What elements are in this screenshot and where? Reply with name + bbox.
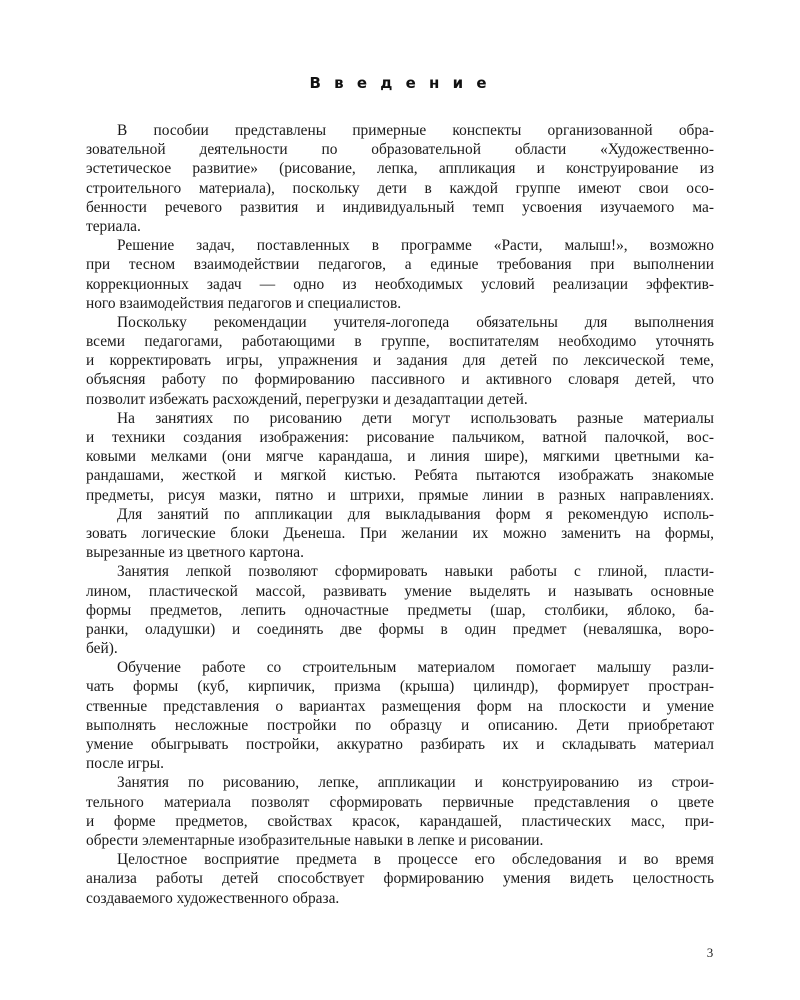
text-line: Занятия лепкой позволяют сформировать навыки работы с глиной, пласти- bbox=[117, 563, 714, 581]
text-line: обрести элементарные изобразительные навыки в лепке и рисовании. bbox=[86, 831, 544, 849]
text-line: формы предметов, лепить одночастные предметы (шар, столбики, яблоко, ба- bbox=[86, 601, 714, 619]
page-title: В в е д е н и е bbox=[309, 74, 491, 92]
page-number: 3 bbox=[706, 945, 714, 960]
text-line: и корректировать игры, упражнения и задания для детей по лексической теме, bbox=[86, 352, 714, 370]
text-line: вырезанные из цветного картона. bbox=[86, 544, 304, 562]
text-line: В пособии представлены примерные конспекты организованной обра- bbox=[117, 122, 714, 139]
text-line: Решение задач, поставленных в программе «Расти, малыш!», возможно bbox=[117, 237, 714, 255]
text-line: всеми педагогами, работающими в группе, воспитателям необходимо уточнять bbox=[86, 333, 714, 351]
text-line: анализа работы детей способствует формированию умения видеть целостность bbox=[86, 870, 714, 888]
text-line: бенности речевого развития и индивидуальный темп усвоения изучаемого ма- bbox=[86, 198, 714, 216]
text-line: чать формы (куб, кирпичик, призма (крыша) цилиндр), формирует простран- bbox=[86, 678, 714, 696]
text-line: строительного материала), поскольку дети в каждой группе имеют свои осо- bbox=[86, 179, 714, 197]
text-line: при тесном взаимодействии педагогов, а единые требования при выполнении bbox=[86, 256, 714, 274]
text-line: коррекционных задач — одно из необходимых условий реализации эффектив- bbox=[86, 275, 714, 293]
text-line: Целостное восприятие предмета в процессе его обследования и во время bbox=[117, 851, 714, 869]
body-text bbox=[86, 121, 714, 908]
text-line: позволит избежать расхождений, перегрузки и дезадаптации детей. bbox=[86, 390, 528, 408]
text-line: лином, пластической массой, развивать умение выделять и называть основные bbox=[86, 582, 714, 600]
text-line: На занятиях по рисованию дети могут использовать разные материалы bbox=[117, 409, 714, 427]
text-line: после игры. bbox=[86, 755, 164, 773]
text-line: Поскольку рекомендации учителя-логопеда обязательны для выполнения bbox=[117, 313, 714, 331]
text-line: териала. bbox=[86, 217, 141, 235]
text-line: зовательной деятельности по образовательной области «Художественно- bbox=[86, 141, 714, 159]
text-line: Для занятий по аппликации для выкладывания форм я рекомендую исполь- bbox=[117, 505, 714, 523]
text-line: объясняя работу по формированию пассивного и активного словаря детей, что bbox=[86, 371, 714, 389]
text-line: ственные представления о вариантах размещения форм на плоскости и умение bbox=[86, 697, 714, 715]
text-line: зовать логические блоки Дьенеша. При желании их можно заменить на формы, bbox=[86, 524, 714, 542]
text-line: умение обыгрывать постройки, аккуратно разбирать их и складывать материал bbox=[86, 736, 714, 753]
text-line: ковыми мелками (они мягче карандаша, и линия шире), мягкими цветными ка- bbox=[86, 448, 714, 466]
text-line: Занятия по рисованию, лепке, аппликации и конструированию из строи- bbox=[117, 774, 714, 792]
text-line: выполнять несложные постройки по образцу и описанию. Дети приобретают bbox=[86, 716, 714, 734]
text-line: создаваемого художественного образа. bbox=[86, 889, 340, 907]
text-line: и форме предметов, свойствах красок, карандашей, пластических масс, при- bbox=[86, 812, 714, 830]
text-line: тельного материала позволят сформировать первичные представления о цвете bbox=[86, 793, 714, 811]
text-line: Обучение работе со строительным материалом помогает малышу разли- bbox=[117, 659, 714, 677]
text-line: и техники создания изображения: рисование пальчиком, ватной палочкой, вос- bbox=[86, 429, 714, 446]
text-line: бей). bbox=[86, 640, 118, 658]
text-line: ного взаимодействия педагогов и специалистов. bbox=[86, 294, 402, 312]
text-line: предметы, рисуя мазки, пятно и штрихи, прямые линии в разных направлениях. bbox=[86, 486, 714, 504]
text-line: ранки, оладушки) и соединять две формы в один предмет (неваляшка, воро- bbox=[86, 620, 714, 638]
text-line: рандашами, жесткой и мягкой кистью. Ребята пытаются изображать знакомые bbox=[86, 467, 714, 485]
text-line: эстетическое развитие» (рисование, лепка, аппликация и конструирование из bbox=[86, 160, 714, 178]
